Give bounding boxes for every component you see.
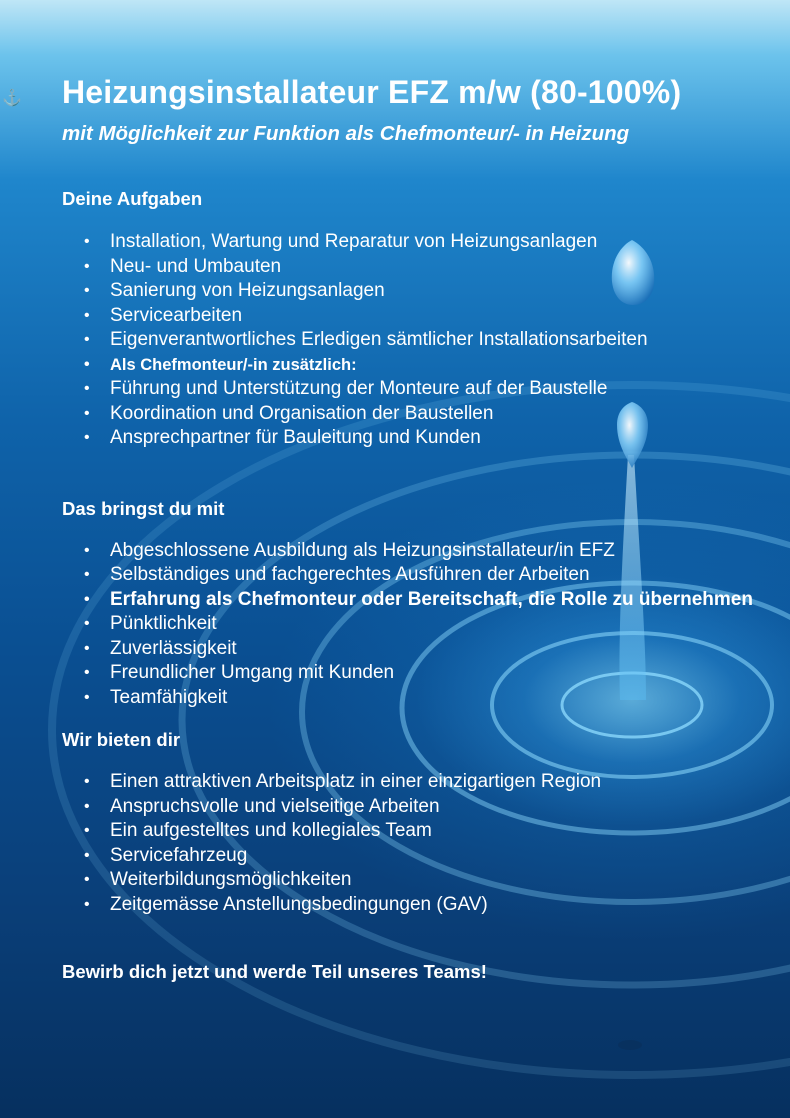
section-heading-bieten-dir: Wir bieten dir — [62, 729, 181, 750]
section-heading-bringst-mit: Das bringst du mit — [62, 497, 225, 519]
list-item: • Selbständiges und fachgerechtes Ausführen der Arbeiten — [62, 563, 762, 588]
list-item: • Koordination und Organisation der Baustellen — [62, 402, 762, 427]
list-item: • Zuverlässigkeit — [62, 637, 762, 662]
list-aufgaben — [62, 230, 762, 451]
list-item: • Installation, Wartung und Reparatur von Heizungsanlagen — [62, 230, 762, 255]
section-heading-aufgaben: Deine Aufgaben — [62, 188, 203, 209]
list-item: • Abgeschlossene Ausbildung als Heizungsinstallateur/in EFZ — [62, 539, 762, 564]
list-bringst-mit — [62, 539, 762, 711]
list-item: • Servicearbeiten — [62, 304, 762, 329]
list-item: • Freundlicher Umgang mit Kunden — [62, 661, 762, 686]
page-title: Heizungsinstallateur EFZ m/w (80-100%) — [62, 74, 682, 110]
list-item: • Servicefahrzeug — [62, 844, 762, 869]
list-bieten-dir — [62, 770, 762, 917]
list-item: • Erfahrung als Chefmonteur oder Bereitschaft, die Rolle zu übernehmen — [62, 588, 762, 613]
page-subtitle: mit Möglichkeit zur Funktion als Chefmonteur/- in Heizung — [62, 122, 630, 145]
list-item: • Zeitgemässe Anstellungsbedingungen (GAV) — [62, 893, 762, 918]
list-item: • Weiterbildungsmöglichkeiten — [62, 868, 762, 893]
call-to-action: Bewirb dich jetzt und werde Teil unseres Teams! — [62, 961, 487, 982]
list-item: • Führung und Unterstützung der Monteure auf der Baustelle — [62, 377, 762, 402]
anchor-icon: ⚓ — [2, 90, 22, 107]
list-item: • Neu- und Umbauten — [62, 255, 762, 280]
job-posting — [62, 70, 762, 1003]
list-item: • Sanierung von Heizungsanlagen — [62, 279, 762, 304]
list-item: • Eigenverantwortliches Erledigen sämtlicher Installationsarbeiten — [62, 328, 762, 353]
list-item: • Pünktlichkeit — [62, 612, 762, 637]
list-item: • Als Chefmonteur/-in zusätzlich: — [62, 353, 762, 378]
list-item: • Ein aufgestelltes und kollegiales Team — [62, 819, 762, 844]
list-item: • Anspruchsvolle und vielseitige Arbeiten — [62, 795, 762, 820]
list-item: • Teamfähigkeit — [62, 686, 762, 711]
list-item: • Einen attraktiven Arbeitsplatz in einer einzigartigen Region — [62, 770, 762, 795]
list-item: • Ansprechpartner für Bauleitung und Kunden — [62, 426, 762, 451]
